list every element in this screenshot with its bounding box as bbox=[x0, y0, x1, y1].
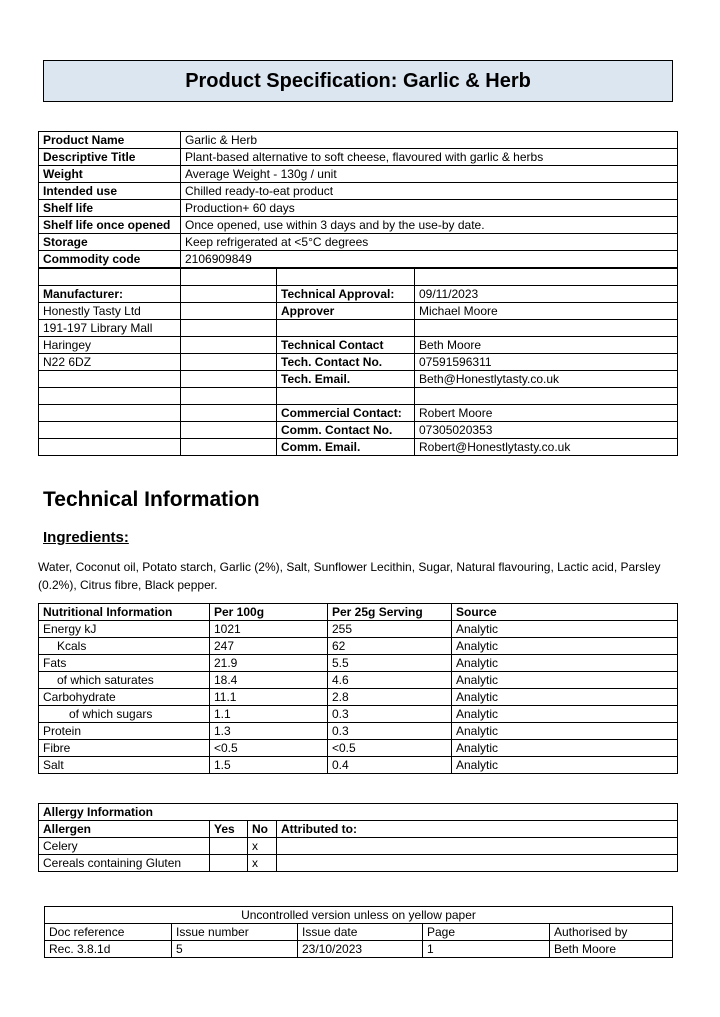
allergen-name: Celery bbox=[39, 838, 210, 855]
allergen-no: x bbox=[248, 855, 277, 872]
table-row bbox=[39, 422, 678, 439]
row-value: Average Weight - 130g / unit bbox=[181, 166, 678, 183]
ingredients-heading: Ingredients: bbox=[43, 529, 129, 546]
source: Analytic bbox=[452, 723, 678, 740]
column-header: Per 100g bbox=[210, 604, 328, 621]
per-100g: 11.1 bbox=[210, 689, 328, 706]
table-row bbox=[39, 706, 678, 723]
column-header: Doc reference bbox=[45, 924, 172, 941]
table-row bbox=[39, 638, 678, 655]
table-row bbox=[39, 200, 678, 217]
comm-no-label: Comm. Contact No. bbox=[277, 422, 415, 439]
nutrient-name: of which sugars bbox=[39, 706, 210, 723]
nutrient-name: Energy kJ bbox=[39, 621, 210, 638]
table-row bbox=[39, 132, 678, 149]
approver-label: Approver bbox=[277, 303, 415, 320]
table-row bbox=[39, 689, 678, 706]
row-value: Once opened, use within 3 days and by the use-by date. bbox=[181, 217, 678, 234]
row-label: Shelf life bbox=[39, 200, 181, 217]
per-100g: 21.9 bbox=[210, 655, 328, 672]
tech-approval-label: Technical Approval: bbox=[277, 286, 415, 303]
product-info-table bbox=[38, 131, 678, 268]
table-row bbox=[39, 320, 678, 337]
manufacturer-label: Manufacturer: bbox=[39, 286, 181, 303]
allergen-attributed bbox=[277, 838, 678, 855]
row-label: Product Name bbox=[39, 132, 181, 149]
table-header-row bbox=[39, 604, 678, 621]
per-serving: 62 bbox=[328, 638, 452, 655]
table-row bbox=[39, 183, 678, 200]
table-row bbox=[39, 149, 678, 166]
column-header: Per 25g Serving bbox=[328, 604, 452, 621]
table-row bbox=[39, 217, 678, 234]
per-serving: 255 bbox=[328, 621, 452, 638]
table-row bbox=[39, 388, 678, 405]
per-100g: 1021 bbox=[210, 621, 328, 638]
authorised-by: Beth Moore bbox=[550, 941, 673, 958]
per-100g: 247 bbox=[210, 638, 328, 655]
tech-approval-value: 09/11/2023 bbox=[415, 286, 678, 303]
column-header: Page bbox=[423, 924, 550, 941]
ingredients-text: Water, Coconut oil, Potato starch, Garlic (2%), Salt, Sunflower Lecithin, Sugar, Natural flavouring, Lactic acid, Parsley (0.2%), Citrus fibre, Black pepper. bbox=[38, 560, 661, 592]
table-row bbox=[39, 855, 678, 872]
comm-contact-value: Robert Moore bbox=[415, 405, 678, 422]
row-value: Production+ 60 days bbox=[181, 200, 678, 217]
allergen-yes bbox=[210, 838, 248, 855]
table-row bbox=[39, 439, 678, 456]
tech-no-label: Tech. Contact No. bbox=[277, 354, 415, 371]
source: Analytic bbox=[452, 621, 678, 638]
table-row bbox=[39, 405, 678, 422]
column-header: Allergen bbox=[39, 821, 210, 838]
tech-email-value[interactable]: Beth@Honestlytasty.co.uk bbox=[415, 371, 678, 388]
table-row bbox=[39, 371, 678, 388]
per-100g: 18.4 bbox=[210, 672, 328, 689]
per-100g: <0.5 bbox=[210, 740, 328, 757]
source: Analytic bbox=[452, 672, 678, 689]
row-label: Descriptive Title bbox=[39, 149, 181, 166]
row-value: 2106909849 bbox=[181, 251, 678, 268]
table-row bbox=[39, 838, 678, 855]
footer-table bbox=[44, 906, 673, 958]
approver-value: Michael Moore bbox=[415, 303, 678, 320]
table-row bbox=[45, 907, 673, 924]
tech-email-label: Tech. Email. bbox=[277, 371, 415, 388]
tech-contact-label: Technical Contact bbox=[277, 337, 415, 354]
per-100g: 1.1 bbox=[210, 706, 328, 723]
table-header-row bbox=[45, 924, 673, 941]
per-serving: <0.5 bbox=[328, 740, 452, 757]
allergy-table bbox=[38, 803, 678, 872]
allergen-name: Cereals containing Gluten bbox=[39, 855, 210, 872]
per-serving: 0.3 bbox=[328, 723, 452, 740]
per-serving: 0.3 bbox=[328, 706, 452, 723]
allergen-yes bbox=[210, 855, 248, 872]
table-row bbox=[39, 757, 678, 774]
nutrition-table bbox=[38, 603, 678, 774]
issue-number: 5 bbox=[172, 941, 298, 958]
allergen-no: x bbox=[248, 838, 277, 855]
comm-contact-label: Commercial Contact: bbox=[277, 405, 415, 422]
nutrient-name: Salt bbox=[39, 757, 210, 774]
source: Analytic bbox=[452, 689, 678, 706]
source: Analytic bbox=[452, 757, 678, 774]
table-row bbox=[39, 672, 678, 689]
nutrient-name: Protein bbox=[39, 723, 210, 740]
column-header: Issue date bbox=[298, 924, 423, 941]
page-number: 1 bbox=[423, 941, 550, 958]
issue-date: 23/10/2023 bbox=[298, 941, 423, 958]
table-row bbox=[39, 303, 678, 320]
table-row bbox=[39, 354, 678, 371]
per-100g: 1.3 bbox=[210, 723, 328, 740]
table-header-row bbox=[39, 821, 678, 838]
column-header: Yes bbox=[210, 821, 248, 838]
table-row bbox=[39, 337, 678, 354]
row-label: Commodity code bbox=[39, 251, 181, 268]
footer-notice: Uncontrolled version unless on yellow paper bbox=[45, 907, 673, 924]
allergy-title: Allergy Information bbox=[39, 804, 678, 821]
table-row bbox=[39, 234, 678, 251]
per-100g: 1.5 bbox=[210, 757, 328, 774]
table-row bbox=[39, 286, 678, 303]
table-row bbox=[39, 166, 678, 183]
row-label: Intended use bbox=[39, 183, 181, 200]
allergen-attributed bbox=[277, 855, 678, 872]
address-line: Haringey bbox=[39, 337, 181, 354]
technical-heading: Technical Information bbox=[43, 488, 260, 511]
per-serving: 5.5 bbox=[328, 655, 452, 672]
row-value: Keep refrigerated at <5°C degrees bbox=[181, 234, 678, 251]
table-row bbox=[39, 723, 678, 740]
page-title: Product Specification: Garlic & Herb bbox=[43, 60, 673, 102]
nutrient-name: Fats bbox=[39, 655, 210, 672]
table-row bbox=[39, 269, 678, 286]
column-header: Nutritional Information bbox=[39, 604, 210, 621]
per-serving: 2.8 bbox=[328, 689, 452, 706]
source: Analytic bbox=[452, 740, 678, 757]
column-header: Attributed to: bbox=[277, 821, 678, 838]
source: Analytic bbox=[452, 706, 678, 723]
row-label: Shelf life once opened bbox=[39, 217, 181, 234]
column-header: Issue number bbox=[172, 924, 298, 941]
nutrient-name: Carbohydrate bbox=[39, 689, 210, 706]
table-row bbox=[39, 621, 678, 638]
address-line: Honestly Tasty Ltd bbox=[39, 303, 181, 320]
per-serving: 0.4 bbox=[328, 757, 452, 774]
table-row bbox=[39, 655, 678, 672]
nutrient-name: Fibre bbox=[39, 740, 210, 757]
source: Analytic bbox=[452, 638, 678, 655]
source: Analytic bbox=[452, 655, 678, 672]
comm-email-label: Comm. Email. bbox=[277, 439, 415, 456]
row-label: Weight bbox=[39, 166, 181, 183]
nutrient-name: Kcals bbox=[39, 638, 210, 655]
table-row bbox=[39, 804, 678, 821]
doc-reference: Rec. 3.8.1d bbox=[45, 941, 172, 958]
table-row bbox=[45, 941, 673, 958]
per-serving: 4.6 bbox=[328, 672, 452, 689]
row-label: Storage bbox=[39, 234, 181, 251]
comm-email-value[interactable]: Robert@Honestlytasty.co.uk bbox=[415, 439, 678, 456]
column-header: Authorised by bbox=[550, 924, 673, 941]
column-header: No bbox=[248, 821, 277, 838]
address-line: N22 6DZ bbox=[39, 354, 181, 371]
column-header: Source bbox=[452, 604, 678, 621]
row-value: Garlic & Herb bbox=[181, 132, 678, 149]
address-line: 191-197 Library Mall bbox=[39, 320, 181, 337]
comm-no-value: 07305020353 bbox=[415, 422, 678, 439]
tech-no-value: 07591596311 bbox=[415, 354, 678, 371]
table-row bbox=[39, 740, 678, 757]
table-row bbox=[39, 251, 678, 268]
row-value: Plant-based alternative to soft cheese, flavoured with garlic & herbs bbox=[181, 149, 678, 166]
nutrient-name: of which saturates bbox=[39, 672, 210, 689]
contacts-table bbox=[38, 268, 678, 456]
tech-contact-value: Beth Moore bbox=[415, 337, 678, 354]
row-value: Chilled ready-to-eat product bbox=[181, 183, 678, 200]
